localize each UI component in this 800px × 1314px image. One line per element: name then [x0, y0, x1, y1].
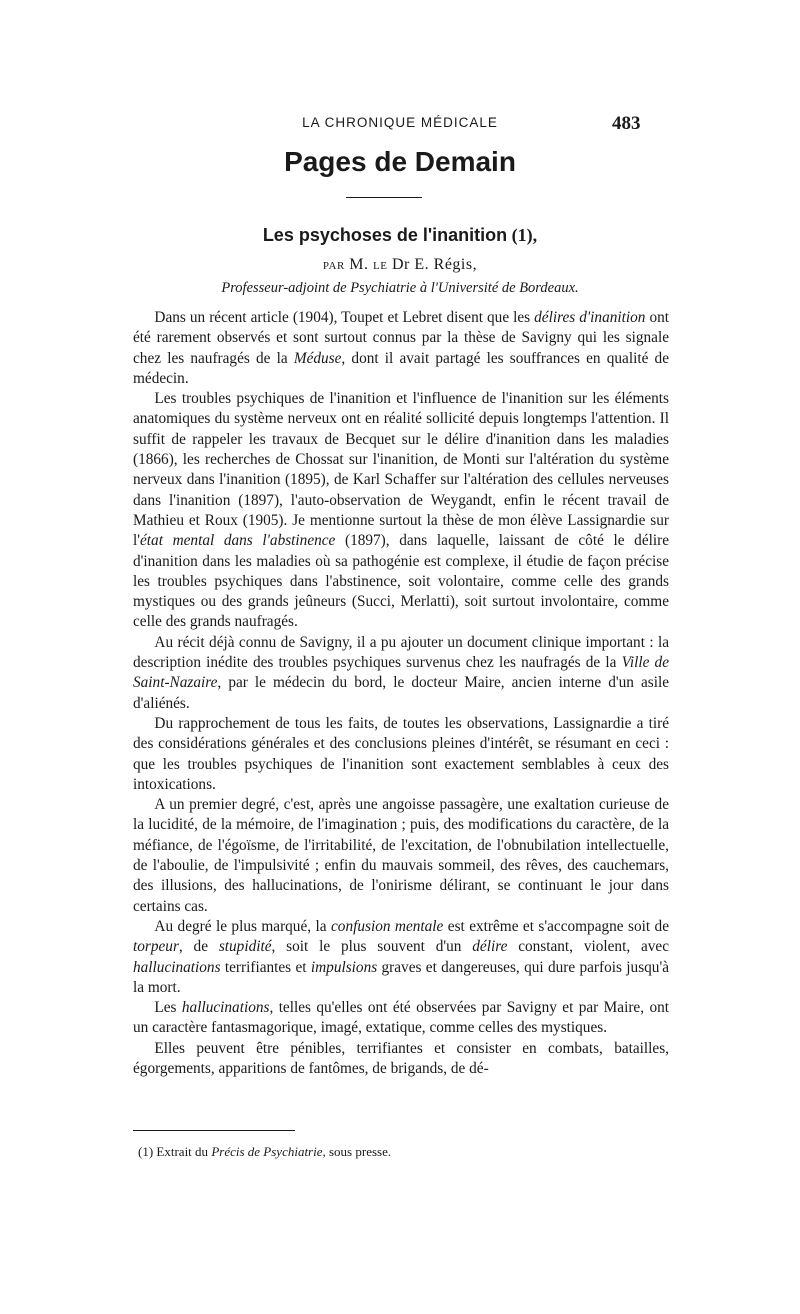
title-footnote-marker: (1),	[511, 225, 538, 245]
italic-text-run: Ville de Saint-Nazaire	[133, 654, 669, 692]
italic-text-run: torpeur	[133, 938, 179, 956]
article-title-text: Les psychoses de l'inanition	[262, 225, 508, 245]
italic-text-run: état mental dans l'abstinence	[140, 532, 336, 550]
footnote-text-before: Extrait du	[156, 1144, 209, 1159]
italic-text-run: impulsions	[310, 958, 378, 976]
footnote-text-after: sous presse.	[329, 1144, 392, 1159]
italic-text-run: confusion mentale	[331, 917, 444, 935]
paragraph	[133, 795, 669, 917]
byline-par: PAR	[322, 260, 345, 272]
article-body	[133, 308, 669, 1079]
byline-le: LE	[373, 260, 388, 272]
text-run: , par le médecin du bord, le docteur Maire, ancien interne d'un asile d'aliénés.	[133, 674, 669, 712]
paragraph	[133, 389, 669, 633]
running-head	[0, 113, 800, 137]
text-run: Au degré le plus marqué, la	[154, 917, 331, 935]
text-run: A un premier degré, c'est, après une angoisse passagère, une exaltation curieuse de la lucidité, de la mémoire, de l'imagination ; puis, des modifications du caractère, de la méfiance, de l'égoïsme, de l'irritabilité, de l'excitation, de l'obnubilation intellectuelle, de l'aboulie, de l'impulsivité ; enfin du mauvais sommeil, des rêves, des cauchemars, des illusions, des hallucinations, de l'onirisme délirant, se continuant le jour dans certains cas.	[133, 796, 669, 915]
paragraph	[133, 998, 669, 1039]
text-run: constant, violent, avec	[507, 938, 669, 956]
author-affiliation: Professeur-adjoint de Psychiatrie à l'Université de Bordeaux.	[221, 280, 579, 296]
footnote	[138, 1144, 391, 1160]
text-run: , de	[178, 938, 219, 956]
italic-text-run: hallucinations	[133, 958, 221, 976]
italic-text-run: stupidité	[218, 938, 272, 956]
paragraph	[133, 714, 669, 795]
paragraph	[133, 308, 669, 389]
text-run: , telles qu'elles ont été observées par Savigny et par Maire, ont un caractère fantasmagorique, imagé, extatique, comme celles des mystiques.	[133, 999, 669, 1037]
text-run: graves et dangereuses, qui dure parfois jusqu'à la mort.	[133, 958, 669, 996]
title-rule	[346, 197, 422, 198]
text-run: , dont il avait partagé les souffrances en qualité de médecin.	[133, 349, 669, 387]
byline-m: M.	[349, 256, 369, 273]
text-run: ont été rarement observés et sont surtout connus par la thèse de Savigny qui les signale chez les naufragés de la	[133, 309, 669, 367]
author-name: E. Régis,	[414, 256, 478, 273]
byline-dr: Dr	[391, 256, 410, 273]
text-run: Dans un récent article (1904), Toupet et Lebret disent que les	[154, 309, 535, 326]
italic-text-run: délire	[472, 938, 508, 956]
text-run: Elles peuvent être pénibles, terrifiantes et consister en combats, batailles, égorgements, apparitions de fantômes, de brigands, de dé-	[133, 1039, 669, 1077]
paragraph	[133, 633, 669, 714]
text-run: Au récit déjà connu de Savigny, il a pu ajouter un document clinique important : la description inédite des troubles psychiques survenus chez les naufragés de la	[133, 633, 669, 672]
italic-text-run: délires d'inanition	[534, 309, 646, 326]
footnote-book-title: Précis de Psychiatrie,	[211, 1144, 326, 1159]
footnote-rule	[133, 1130, 295, 1131]
section-title: Pages de Demain	[284, 146, 516, 177]
text-run: terrifiantes et	[220, 958, 311, 976]
italic-text-run: hallucinations	[181, 999, 270, 1017]
paragraph	[133, 1039, 669, 1080]
paragraph	[133, 917, 669, 998]
page-number: 483	[612, 113, 641, 134]
text-run: Les	[154, 999, 182, 1017]
italic-text-run: Méduse	[293, 349, 342, 367]
footnote-marker: (1)	[138, 1144, 154, 1159]
text-run: , soit le plus souvent d'un	[271, 938, 473, 956]
text-run: Du rapprochement de tous les faits, de toutes les observations, Lassignardie a tiré des considérations générales et des conclusions pleines d'intérêt, se résumant en ceci : que les troubles psychiques de l'inanition sont exactement semblables à ceux des intoxications.	[133, 714, 669, 793]
byline	[0, 256, 800, 274]
article-title	[0, 225, 800, 246]
text-run: Les troubles psychiques de l'inanition et l'influence de l'inanition sur les éléments anatomiques du système nerveux ont en réalité sollicité depuis longtemps l'attention. Il suffit de rappeler les travaux de Becquet sur le délire d'inanition dans les maladies (1866), les recherches de Chossat sur l'inanition, de Monti sur l'altération du système nerveux dans l'inanition (1895), de Karl Schaffer sur l'altération des cellules nerveuses dans l'inanition (1897), l'auto-observation de Weygandt, enfin le récent travail de Mathieu et Roux (1905). Je mentionne surtout la thèse de mon élève Lassignardie sur l'	[133, 390, 669, 550]
journal-name: LA CHRONIQUE MÉDICALE	[302, 115, 498, 130]
text-run: (1897), dans laquelle, laissant de côté le délire d'inanition dans les maladies où sa pathogénie est complexe, il étudie de façon précise les troubles psychiques dans l'abstinence, soit volontaire, comme celle des grands mystiques ou des grands jeûneurs (Succi, Merlatti), soit surtout involontaire, comme celle des grands naufragés.	[133, 532, 669, 631]
text-run: est extrême et s'accompagne soit de	[443, 917, 669, 935]
